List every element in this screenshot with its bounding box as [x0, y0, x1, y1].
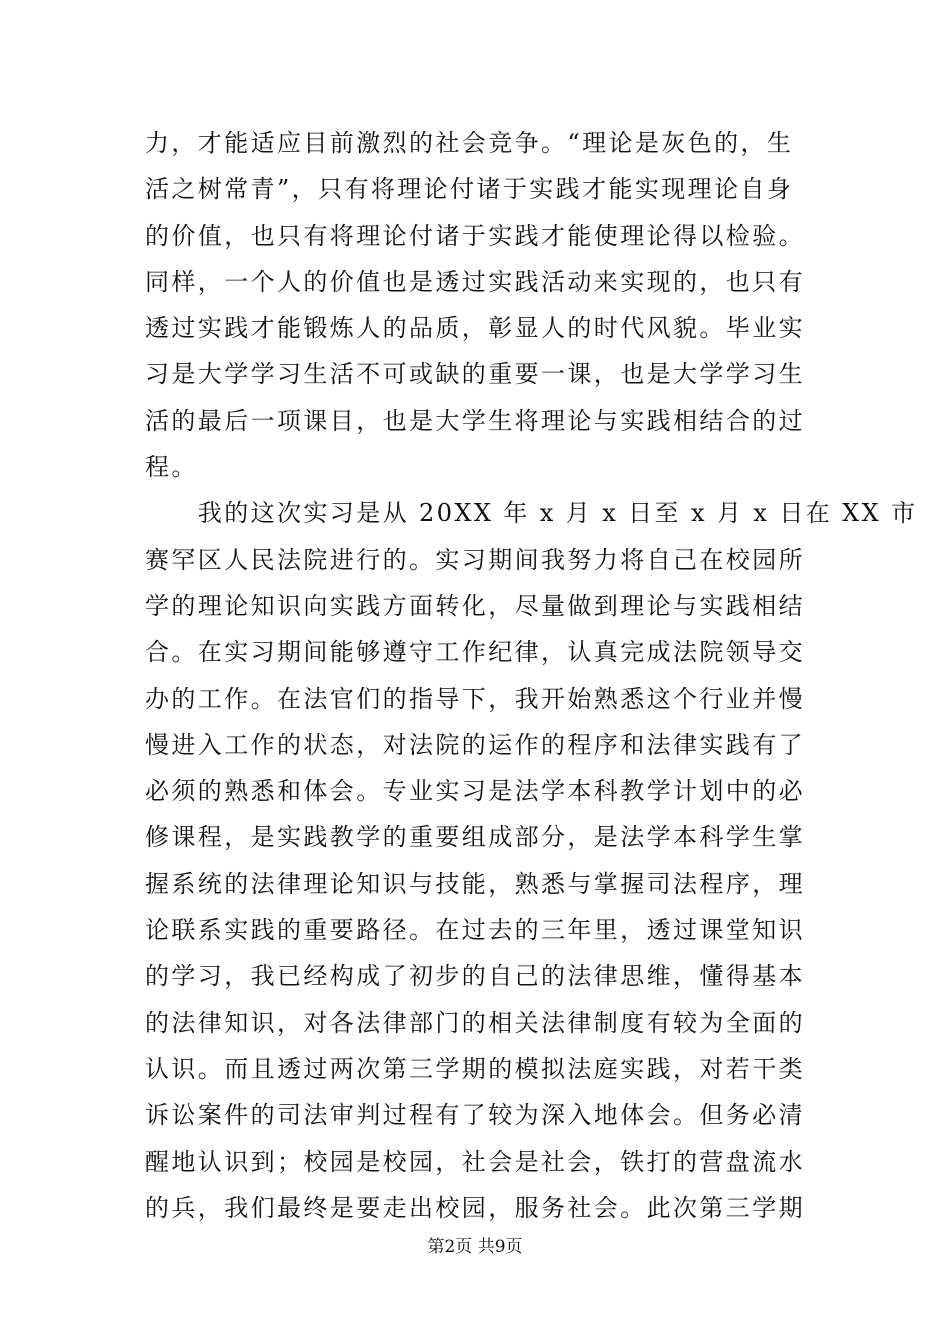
text-line: 程。 — [145, 453, 198, 482]
text-line: 透过实践才能锻炼人的品质，彰显人的时代风貌。毕业实 — [145, 314, 805, 343]
text-line: 活的最后一项课目，也是大学生将理论与实践相结合的过 — [145, 406, 805, 435]
text-line: 力，才能适应目前激烈的社会竞争。“理论是灰色的，生 — [145, 129, 794, 157]
text-line: 学的理论知识向实践方面转化，尽量做到理论与实践相结 — [145, 591, 805, 620]
text-line: 我的这次实习是从 20XX 年 x 月 x 日至 x 月 x 日在 XX 市 — [145, 499, 918, 528]
text-line: 醒地认识到；校园是校园，社会是社会，铁打的营盘流水 — [145, 1147, 805, 1176]
text-line: 诉讼案件的司法审判过程有了较为深入地体会。但务必清 — [145, 1101, 805, 1130]
page-number-footer: 第2页 共9页 — [427, 1237, 523, 1257]
text-line: 合。在实习期间能够遵守工作纪律，认真完成法院领导交 — [145, 638, 805, 667]
text-line: 必须的熟悉和体会。专业实习是法学本科教学计划中的必 — [145, 777, 805, 806]
text-line: 论联系实践的重要路径。在过去的三年里，透过课堂知识 — [145, 916, 805, 945]
text-line: 的兵，我们最终是要走出校园，服务社会。此次第三学期 — [145, 1193, 805, 1222]
text-line: 的法律知识，对各法律部门的相关法律制度有较为全面的 — [145, 1008, 805, 1037]
text-line: 赛罕区人民法院进行的。实习期间我努力将自己在校园所 — [145, 545, 805, 574]
text-line: 活之树常青”，只有将理论付诸于实践才能实现理论自身 — [145, 175, 794, 204]
text-line: 修课程，是实践教学的重要组成部分，是法学本科学生掌 — [145, 823, 805, 852]
text-line: 同样，一个人的价值也是透过实践活动来实现的，也只有 — [145, 267, 805, 296]
body-text — [145, 120, 918, 1231]
text-line: 握系统的法律理论知识与技能，熟悉与掌握司法程序，理 — [145, 869, 805, 898]
text-line: 的学习，我已经构成了初步的自己的法律思维，懂得基本 — [145, 962, 805, 991]
text-line: 习是大学学习生活不可或缺的重要一课，也是大学学习生 — [145, 360, 805, 389]
text-line: 办的工作。在法官们的指导下，我开始熟悉这个行业并慢 — [145, 684, 805, 713]
text-line: 的价值，也只有将理论付诸于实践才能使理论得以检验。 — [145, 221, 805, 250]
text-line: 认识。而且透过两次第三学期的模拟法庭实践，对若干类 — [145, 1054, 805, 1083]
text-line: 慢进入工作的状态，对法院的运作的程序和法律实践有了 — [145, 730, 805, 759]
